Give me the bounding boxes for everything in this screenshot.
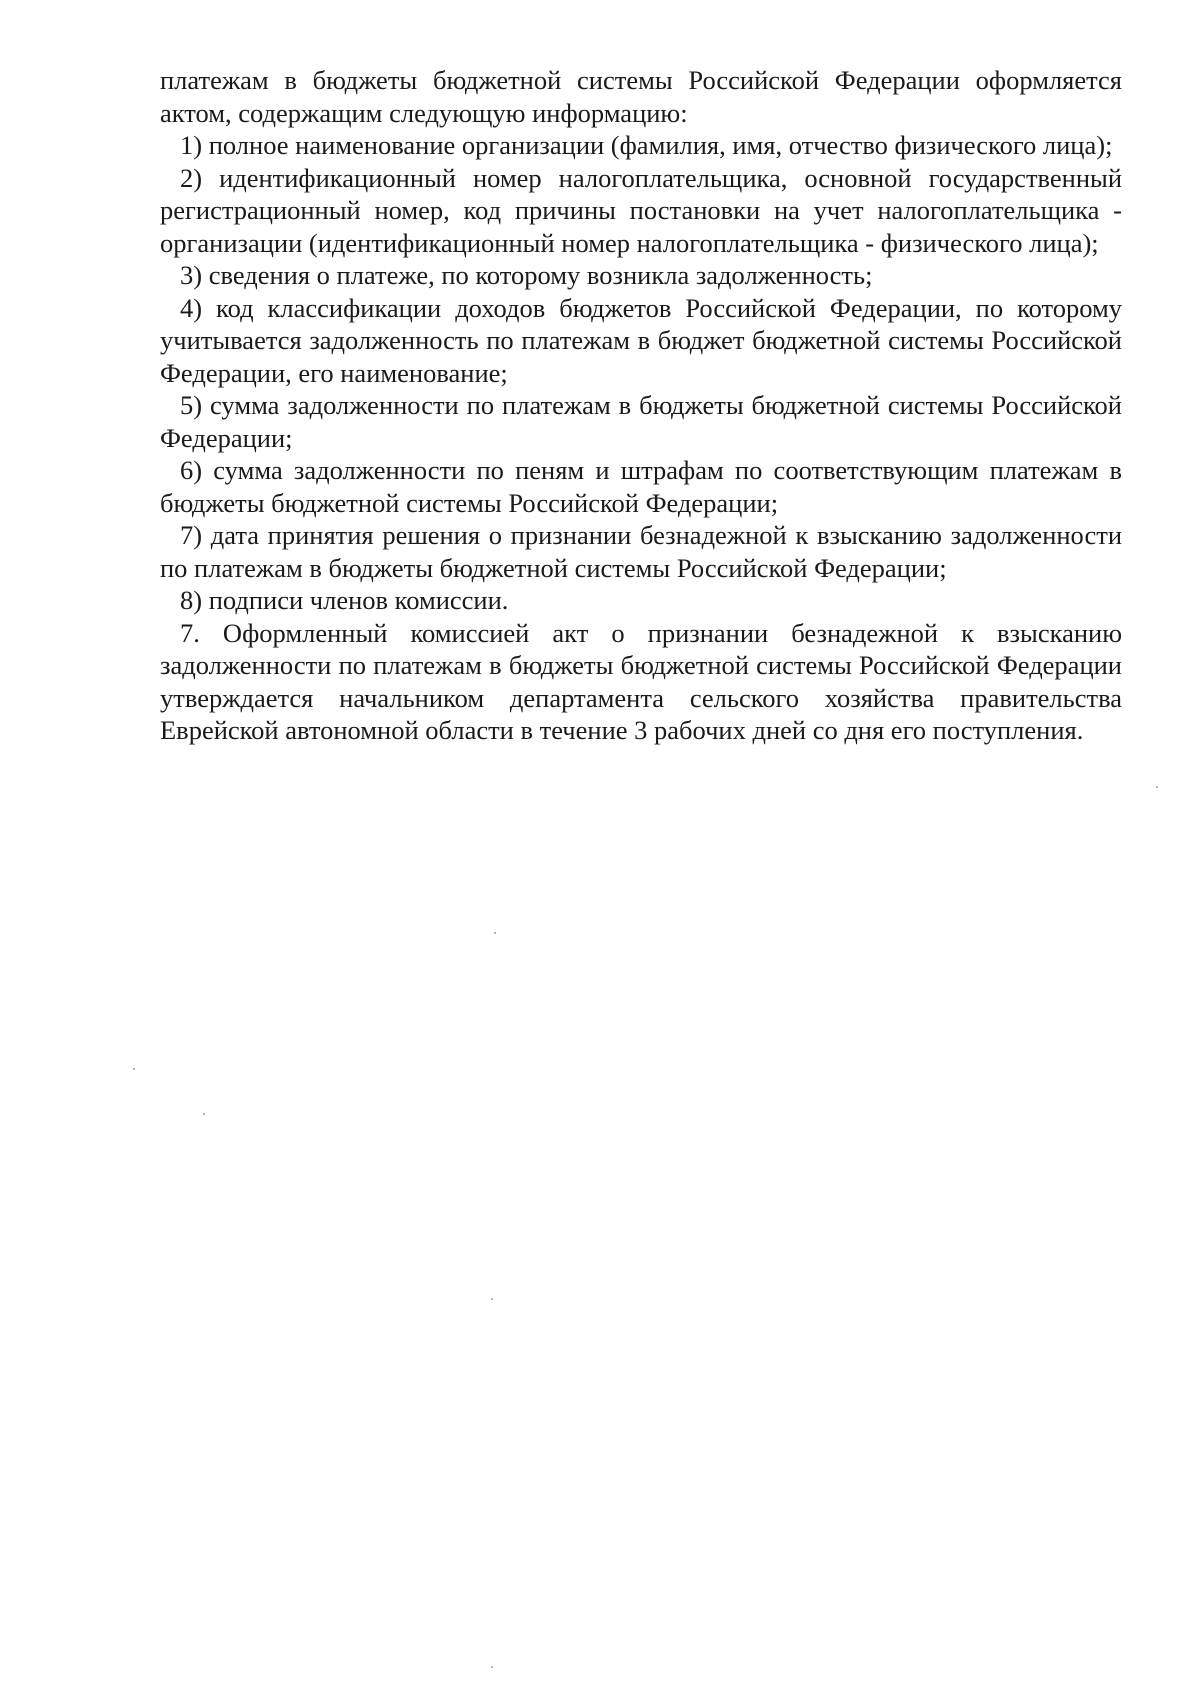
scan-speck bbox=[494, 932, 496, 934]
scan-speck bbox=[203, 1113, 205, 1115]
list-item-7: 7) дата принятия решения о признании безнадежной к взысканию задолженности по платежам в бюджеты бюджетной системы Российской Федерации; bbox=[160, 520, 1122, 583]
list-item-1: 1) полное наименование организации (фамилия, имя, отчество физического лица); bbox=[180, 130, 1113, 160]
list-item-3: 3) сведения о платеже, по которому возникла задолженность; bbox=[180, 260, 873, 290]
list-item-6: 6) сумма задолженности по пеням и штрафам по соответствующим платежам в бюджеты бюджетной системы Российской Федерации; bbox=[160, 455, 1122, 518]
scan-speck bbox=[491, 1666, 493, 1668]
list-item-8: 8) подписи членов комиссии. bbox=[180, 585, 509, 615]
clause-7: 7. Оформленный комиссией акт о признании безнадежной к взысканию задолженности по платежам в бюджеты бюджетной системы Российской Федерации утверждается начальником департамента сельского хозяйства правительства Еврейской автономной области в течение 3 рабочих дней со дня его поступления. bbox=[160, 617, 1122, 745]
list-item-4: 4) код классификации доходов бюджетов Российской Федерации, по которому учитывается задолженность по платежам в бюджет бюджетной системы Российской Федерации, его наименование; bbox=[160, 292, 1122, 388]
scan-speck bbox=[491, 1298, 493, 1300]
list-item-2: 2) идентификационный номер налогоплательщика, основной государственный регистрационный номер, код причины постановки на учет налогоплательщика - организации (идентификационный номер налогоплательщика - физического лица); bbox=[160, 162, 1122, 258]
scan-speck bbox=[1156, 786, 1158, 788]
scan-speck bbox=[133, 1068, 135, 1070]
list-item-5: 5) сумма задолженности по платежам в бюджеты бюджетной системы Российской Федерации; bbox=[160, 390, 1122, 453]
document-body bbox=[160, 64, 1122, 747]
paragraph-continuation: платежам в бюджеты бюджетной системы Российской Федерации оформляется актом, содержащим следующую информацию: bbox=[160, 65, 1122, 128]
